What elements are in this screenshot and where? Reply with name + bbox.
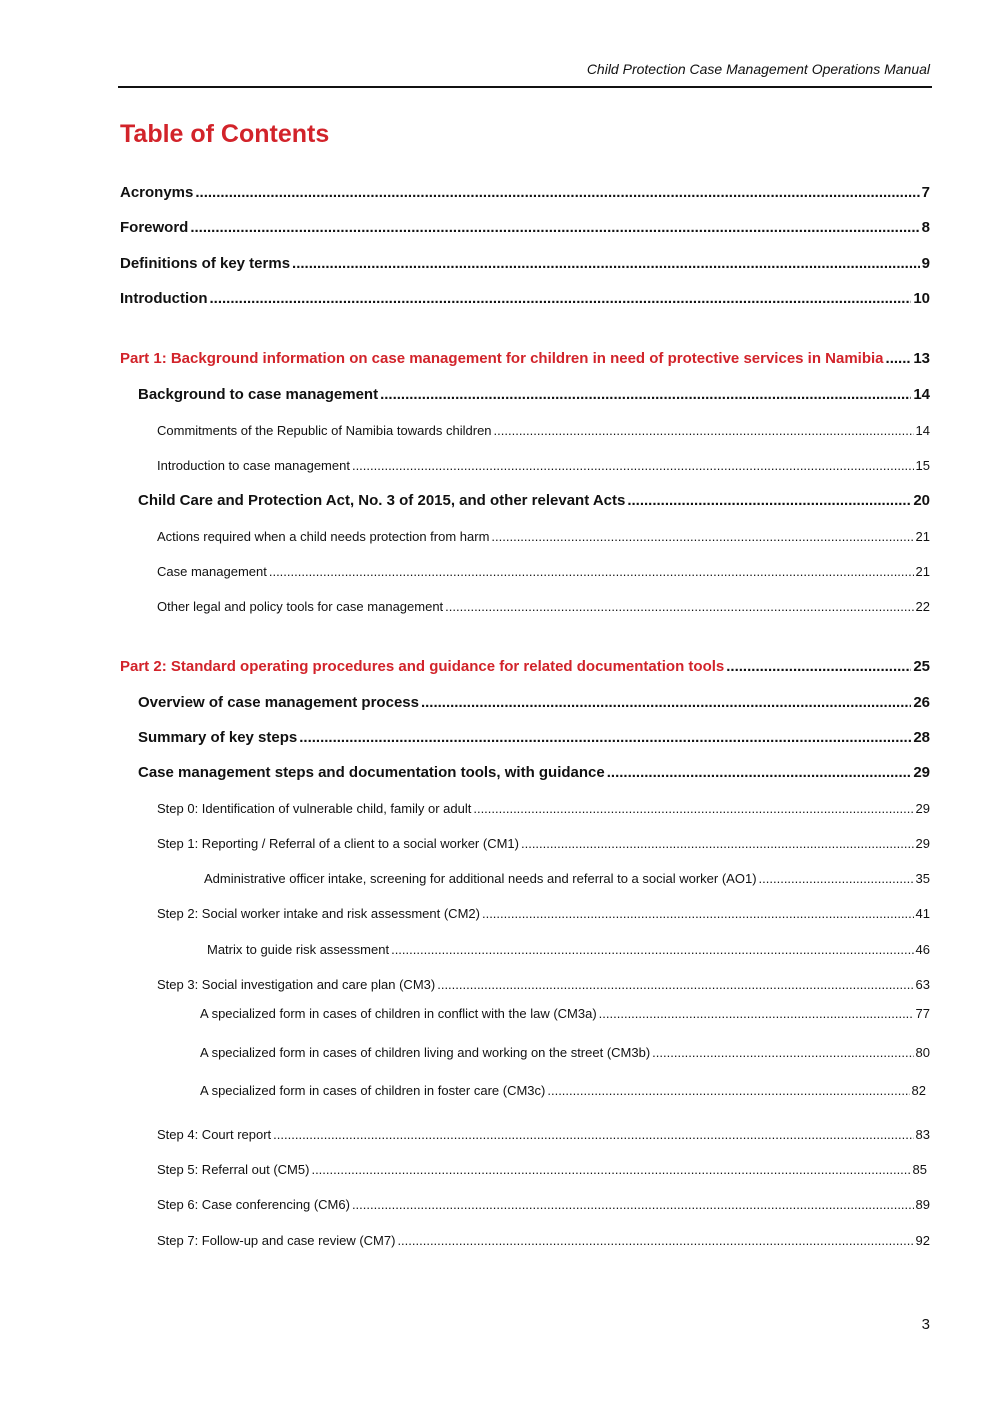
toc-entry-label: Case management steps and documentation tools, with guidance (138, 764, 605, 781)
toc-entry-step-2[interactable] (157, 906, 930, 921)
toc-entry-step-3[interactable] (157, 977, 930, 992)
toc-dot-leader (292, 255, 920, 272)
toc-entry-label: Summary of key steps (138, 729, 298, 746)
toc-entry-label: Other legal and policy tools for case management (157, 599, 444, 614)
toc-entry-page: 29 (915, 801, 930, 816)
toc-dot-leader (886, 350, 912, 367)
toc-entry-page: 80 (915, 1045, 930, 1060)
toc-entry-page: 10 (913, 290, 930, 307)
toc-dot-leader (190, 219, 919, 236)
toc-dot-leader (599, 1006, 914, 1021)
toc-entry-page: 92 (915, 1233, 930, 1248)
toc-entry-page: 22 (915, 599, 930, 614)
toc-entry-page: 15 (915, 458, 930, 473)
toc-dot-leader (380, 386, 911, 403)
toc-entry-foreword[interactable] (120, 219, 930, 236)
toc-entry-page: 35 (915, 871, 930, 886)
toc-entry-cm3a[interactable] (200, 1006, 930, 1021)
toc-entry-label: Step 6: Case conferencing (CM6) (157, 1197, 350, 1212)
toc-dot-leader (437, 977, 913, 992)
toc-entry-step-6[interactable] (157, 1197, 930, 1212)
toc-entry-label: Case management (157, 564, 267, 579)
toc-entry-label: Step 2: Social worker intake and risk assessment (CM2) (157, 906, 480, 921)
toc-entry-page: 13 (913, 350, 930, 367)
toc-dot-leader (269, 564, 914, 579)
toc-entry-steps-tools[interactable] (138, 764, 930, 781)
toc-entry-introduction[interactable] (120, 290, 930, 307)
toc-dot-leader (547, 1083, 909, 1098)
toc-entry-page: 14 (915, 423, 930, 438)
toc-entry-label: Step 0: Identification of vulnerable child, family or adult (157, 801, 472, 816)
toc-dot-leader (521, 836, 914, 851)
toc-entry-label: Child Care and Protection Act, No. 3 of 2015, and other relevant Acts (138, 492, 626, 509)
toc-dot-leader (195, 184, 919, 201)
toc-entry-page: 21 (915, 564, 930, 579)
toc-entry-page: 28 (913, 729, 930, 746)
toc-entry-step-7[interactable] (157, 1233, 930, 1248)
toc-entry-page: 63 (915, 977, 930, 992)
toc-entry-label: Part 2: Standard operating procedures and guidance for related documentation tools (120, 658, 725, 675)
toc-entry-page: 41 (915, 906, 930, 921)
toc-dot-leader (209, 290, 911, 307)
toc-dot-leader (491, 529, 913, 544)
toc-entry-overview[interactable] (138, 694, 930, 711)
toc-entry-page: 85 (912, 1162, 927, 1177)
toc-entry-acronyms[interactable] (120, 184, 930, 201)
toc-entry-label: Part 1: Background information on case management for children in need of protective services in Namibia (120, 350, 884, 367)
toc-entry-matrix[interactable] (207, 942, 930, 957)
toc-entry-page: 29 (913, 764, 930, 781)
toc-dot-leader (299, 729, 911, 746)
toc-entry-page: 9 (921, 255, 930, 272)
toc-entry-page: 14 (913, 386, 930, 403)
toc-entry-legal-policy-tools[interactable] (157, 599, 930, 614)
toc-entry-page: 29 (915, 836, 930, 851)
toc-entry-label: A specialized form in cases of children in conflict with the law (CM3a) (200, 1006, 597, 1021)
toc-entry-step-0[interactable] (157, 801, 930, 816)
page-number: 3 (921, 1316, 930, 1333)
toc-entry-label: Overview of case management process (138, 694, 419, 711)
toc-dot-leader (726, 658, 911, 675)
toc-entry-label: Acronyms (120, 184, 194, 201)
toc-entry-label: Step 7: Follow-up and case review (CM7) (157, 1233, 396, 1248)
toc-dot-leader (473, 801, 913, 816)
toc-entry-label: Step 3: Social investigation and care plan (CM3) (157, 977, 436, 992)
toc-dot-leader (352, 1197, 914, 1212)
toc-entry-page: 26 (913, 694, 930, 711)
toc-dot-leader (273, 1127, 913, 1142)
toc-dot-leader (482, 906, 914, 921)
toc-entry-label: Step 4: Court report (157, 1127, 272, 1142)
toc-entry-case-management[interactable] (157, 564, 930, 579)
toc-entry-label: Introduction (120, 290, 208, 307)
toc-entry-page: 46 (915, 942, 930, 957)
toc-entry-ao1[interactable] (204, 871, 930, 886)
toc-entry-step-1[interactable] (157, 836, 930, 851)
toc-entry-label: A specialized form in cases of children living and working on the street (CM3b) (200, 1045, 651, 1060)
toc-entry-part-1[interactable] (120, 350, 930, 367)
toc-entry-cm3b[interactable] (200, 1045, 930, 1060)
toc-entry-label: Step 5: Referral out (CM5) (157, 1162, 310, 1177)
running-header: Child Protection Case Management Operations Manual (586, 61, 930, 77)
toc-entry-page: 8 (921, 219, 930, 236)
toc-entry-label: Introduction to case management (157, 458, 350, 473)
toc-entry-label: Matrix to guide risk assessment (207, 942, 390, 957)
toc-dot-leader (421, 694, 911, 711)
toc-dot-leader (652, 1045, 913, 1060)
toc-entry-page: 77 (915, 1006, 930, 1021)
toc-dot-leader (759, 871, 914, 886)
toc-title: Table of Contents (120, 120, 330, 148)
toc-entry-definitions[interactable] (120, 255, 930, 272)
toc-entry-cm3c[interactable] (200, 1083, 926, 1098)
toc-entry-page: 89 (915, 1197, 930, 1212)
toc-entry-child-care-act[interactable] (138, 492, 930, 509)
toc-entry-label: Administrative officer intake, screening for additional needs and referral to a social worker (AO1) (204, 871, 757, 886)
toc-entry-intro-case-management[interactable] (157, 458, 930, 473)
toc-entry-page: 7 (921, 184, 930, 201)
toc-dot-leader (607, 764, 912, 781)
toc-dot-leader (391, 942, 913, 957)
toc-entry-label: Commitments of the Republic of Namibia towards children (157, 423, 492, 438)
toc-entry-step-4[interactable] (157, 1127, 930, 1142)
toc-entry-label: Background to case management (138, 386, 379, 403)
toc-entry-commitments[interactable] (157, 423, 930, 438)
toc-entry-label: Actions required when a child needs protection from harm (157, 529, 490, 544)
toc-entry-label: A specialized form in cases of children in foster care (CM3c) (200, 1083, 546, 1098)
toc-dot-leader (397, 1233, 913, 1248)
toc-entry-page: 83 (915, 1127, 930, 1142)
toc-dot-leader (627, 492, 911, 509)
toc-entry-summary[interactable] (138, 729, 930, 746)
toc-entry-page: 20 (913, 492, 930, 509)
toc-dot-leader (352, 458, 914, 473)
toc-entry-part-2[interactable] (120, 658, 930, 675)
toc-entry-page: 82 (911, 1083, 926, 1098)
toc-entry-label: Step 1: Reporting / Referral of a client to a social worker (CM1) (157, 836, 519, 851)
toc-dot-leader (445, 599, 913, 614)
toc-entry-page: 21 (915, 529, 930, 544)
toc-entry-label: Foreword (120, 219, 189, 236)
header-divider (118, 86, 932, 88)
toc-dot-leader (311, 1162, 910, 1177)
toc-dot-leader (494, 423, 914, 438)
toc-entry-step-5[interactable] (157, 1162, 927, 1177)
toc-entry-actions-required[interactable] (157, 529, 930, 544)
toc-entry-page: 25 (913, 658, 930, 675)
toc-entry-background[interactable] (138, 386, 930, 403)
toc-entry-label: Definitions of key terms (120, 255, 291, 272)
